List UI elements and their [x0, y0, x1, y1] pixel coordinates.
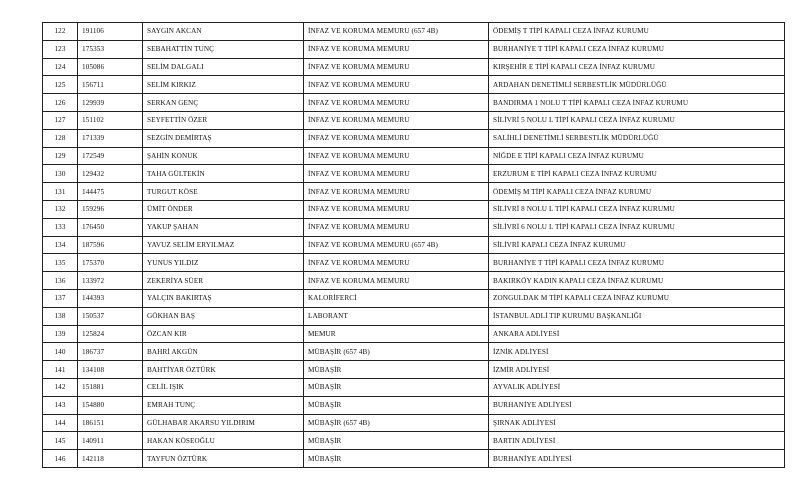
table-row — [43, 200, 785, 218]
registry-number-cell: 186151 — [78, 414, 143, 432]
job-title-cell: İNFAZ VE KORUMA MEMURU (657 4B) — [304, 23, 489, 41]
table-row — [43, 396, 785, 414]
registry-number-cell: 171339 — [78, 129, 143, 147]
table-row — [43, 58, 785, 76]
job-title-cell: İNFAZ VE KORUMA MEMURU — [304, 218, 489, 236]
job-title-cell: İNFAZ VE KORUMA MEMURU (657 4B) — [304, 236, 489, 254]
registry-number-cell: 144393 — [78, 289, 143, 307]
person-name-cell: SEZGİN DEMİRTAŞ — [143, 129, 304, 147]
row-number-cell: 144 — [43, 414, 78, 432]
institution-cell: SİLİVRİ 6 NOLU L TİPİ KAPALI CEZA İNFAZ KURUMU — [489, 218, 785, 236]
job-title-cell: İNFAZ VE KORUMA MEMURU — [304, 129, 489, 147]
job-title-cell: İNFAZ VE KORUMA MEMURU — [304, 183, 489, 201]
registry-number-cell: 187596 — [78, 236, 143, 254]
registry-number-cell: 191106 — [78, 23, 143, 41]
registry-number-cell: 144475 — [78, 183, 143, 201]
registry-number-cell: 186737 — [78, 343, 143, 361]
person-name-cell: SERKAN GENÇ — [143, 94, 304, 112]
person-name-cell: HAKAN KÖSEOĞLU — [143, 432, 304, 450]
registry-number-cell: 150537 — [78, 307, 143, 325]
table-row — [43, 432, 785, 450]
table-row — [43, 343, 785, 361]
person-name-cell: YAVUZ SELİM ERYILMAZ — [143, 236, 304, 254]
row-number-cell: 143 — [43, 396, 78, 414]
institution-cell: ANKARA ADLİYESİ — [489, 325, 785, 343]
institution-cell: ERZURUM E TİPİ KAPALI CEZA İNFAZ KURUMU — [489, 165, 785, 183]
institution-cell: İZNİK ADLİYESİ — [489, 343, 785, 361]
institution-cell: İZMİR ADLİYESİ — [489, 361, 785, 379]
registry-number-cell: 142118 — [78, 450, 143, 468]
registry-number-cell: 140911 — [78, 432, 143, 450]
row-number-cell: 124 — [43, 58, 78, 76]
registry-number-cell: 151881 — [78, 378, 143, 396]
job-title-cell: İNFAZ VE KORUMA MEMURU — [304, 200, 489, 218]
registry-number-cell: 172549 — [78, 147, 143, 165]
row-number-cell: 139 — [43, 325, 78, 343]
job-title-cell: MÜBAŞİR (657 4B) — [304, 343, 489, 361]
table-row — [43, 307, 785, 325]
job-title-cell: MÜBAŞİR — [304, 396, 489, 414]
row-number-cell: 146 — [43, 450, 78, 468]
institution-cell: BURHANİYE ADLİYESİ — [489, 450, 785, 468]
table-row — [43, 129, 785, 147]
registry-number-cell: 129939 — [78, 94, 143, 112]
institution-cell: ARDAHAN DENETİMLİ SERBESTLİK MÜDÜRLÜĞÜ — [489, 76, 785, 94]
registry-number-cell: 156711 — [78, 76, 143, 94]
row-number-cell: 142 — [43, 378, 78, 396]
person-name-cell: SEYFETTİN ÖZER — [143, 111, 304, 129]
job-title-cell: LABORANT — [304, 307, 489, 325]
person-name-cell: ZEKERİYA SÜER — [143, 272, 304, 290]
person-name-cell: SELİM DALGALI — [143, 58, 304, 76]
row-number-cell: 141 — [43, 361, 78, 379]
table-row — [43, 325, 785, 343]
person-name-cell: ŞAHİN KONUK — [143, 147, 304, 165]
person-name-cell: GÖKHAN BAŞ — [143, 307, 304, 325]
job-title-cell: İNFAZ VE KORUMA MEMURU — [304, 40, 489, 58]
row-number-cell: 138 — [43, 307, 78, 325]
job-title-cell: KALORİFERCİ — [304, 289, 489, 307]
row-number-cell: 134 — [43, 236, 78, 254]
job-title-cell: İNFAZ VE KORUMA MEMURU — [304, 272, 489, 290]
row-number-cell: 132 — [43, 200, 78, 218]
row-number-cell: 123 — [43, 40, 78, 58]
person-name-cell: EMRAH TUNÇ — [143, 396, 304, 414]
table-row — [43, 450, 785, 468]
person-name-cell: BAHTİYAR ÖZTÜRK — [143, 361, 304, 379]
institution-cell: SİLİVRİ 5 NOLU L TİPİ KAPALI CEZA İNFAZ KURUMU — [489, 111, 785, 129]
registry-number-cell: 175353 — [78, 40, 143, 58]
institution-cell: ÖDEMİŞ M TİPİ KAPALI CEZA İNFAZ KURUMU — [489, 183, 785, 201]
institution-cell: SİLİVRİ 8 NOLU L TİPİ KAPALI CEZA İNFAZ KURUMU — [489, 200, 785, 218]
row-number-cell: 136 — [43, 272, 78, 290]
job-title-cell: MÜBAŞİR (657 4B) — [304, 414, 489, 432]
table-row — [43, 147, 785, 165]
table-row — [43, 165, 785, 183]
row-number-cell: 126 — [43, 94, 78, 112]
row-number-cell: 125 — [43, 76, 78, 94]
registry-number-cell: 129432 — [78, 165, 143, 183]
row-number-cell: 133 — [43, 218, 78, 236]
table-row — [43, 236, 785, 254]
job-title-cell: İNFAZ VE KORUMA MEMURU — [304, 254, 489, 272]
row-number-cell: 128 — [43, 129, 78, 147]
table-row — [43, 378, 785, 396]
table-row — [43, 361, 785, 379]
institution-cell: ŞIRNAK ADLİYESİ — [489, 414, 785, 432]
institution-cell: BURHANİYE T TİPİ KAPALI CEZA İNFAZ KURUMU — [489, 254, 785, 272]
institution-cell: İSTANBUL ADLİ TIP KURUMU BAŞKANLIĞI — [489, 307, 785, 325]
table-row — [43, 94, 785, 112]
institution-cell: BURHANİYE T TİPİ KAPALI CEZA İNFAZ KURUMU — [489, 40, 785, 58]
job-title-cell: MÜBAŞİR — [304, 450, 489, 468]
row-number-cell: 145 — [43, 432, 78, 450]
job-title-cell: İNFAZ VE KORUMA MEMURU — [304, 76, 489, 94]
registry-number-cell: 151102 — [78, 111, 143, 129]
job-title-cell: İNFAZ VE KORUMA MEMURU — [304, 111, 489, 129]
job-title-cell: İNFAZ VE KORUMA MEMURU — [304, 94, 489, 112]
job-title-cell: İNFAZ VE KORUMA MEMURU — [304, 165, 489, 183]
row-number-cell: 140 — [43, 343, 78, 361]
registry-number-cell: 134108 — [78, 361, 143, 379]
personnel-table — [42, 22, 785, 468]
row-number-cell: 137 — [43, 289, 78, 307]
person-name-cell: TAYFUN ÖZTÜRK — [143, 450, 304, 468]
row-number-cell: 130 — [43, 165, 78, 183]
institution-cell: ÖDEMİŞ T TİPİ KAPALI CEZA İNFAZ KURUMU — [489, 23, 785, 41]
registry-number-cell: 176450 — [78, 218, 143, 236]
registry-number-cell: 125824 — [78, 325, 143, 343]
registry-number-cell: 159296 — [78, 200, 143, 218]
person-name-cell: YAKUP ŞAHAN — [143, 218, 304, 236]
person-name-cell: TURGUT KÖSE — [143, 183, 304, 201]
row-number-cell: 131 — [43, 183, 78, 201]
table-row — [43, 40, 785, 58]
institution-cell: BURHANİYE ADLİYESİ — [489, 396, 785, 414]
job-title-cell: MÜBAŞİR — [304, 432, 489, 450]
registry-number-cell: 133972 — [78, 272, 143, 290]
institution-cell: SALİHLİ DENETİMLİ SERBESTLİK MÜDÜRLÜĞÜ — [489, 129, 785, 147]
table-row — [43, 111, 785, 129]
institution-cell: BANDIRMA 1 NOLU T TİPİ KAPALI CEZA İNFAZ KURUMU — [489, 94, 785, 112]
row-number-cell: 135 — [43, 254, 78, 272]
institution-cell: BAKIRKÖY KADIN KAPALI CEZA İNFAZ KURUMU — [489, 272, 785, 290]
person-name-cell: BAHRİ AKGÜN — [143, 343, 304, 361]
table-row — [43, 23, 785, 41]
person-name-cell: YUNUS YILDIZ — [143, 254, 304, 272]
table-row — [43, 76, 785, 94]
row-number-cell: 129 — [43, 147, 78, 165]
table-row — [43, 289, 785, 307]
job-title-cell: MÜBAŞİR — [304, 361, 489, 379]
table-row — [43, 254, 785, 272]
person-name-cell: SELİM KIRKIZ — [143, 76, 304, 94]
institution-cell: BARTIN ADLİYESİ — [489, 432, 785, 450]
institution-cell: NİĞDE E TİPİ KAPALI CEZA İNFAZ KURUMU — [489, 147, 785, 165]
institution-cell: AYVALIK ADLİYESİ — [489, 378, 785, 396]
person-name-cell: YALÇIN BAKIRTAŞ — [143, 289, 304, 307]
person-name-cell: SAYGIN AKCAN — [143, 23, 304, 41]
row-number-cell: 122 — [43, 23, 78, 41]
job-title-cell: İNFAZ VE KORUMA MEMURU — [304, 147, 489, 165]
registry-number-cell: 154880 — [78, 396, 143, 414]
job-title-cell: İNFAZ VE KORUMA MEMURU — [304, 58, 489, 76]
row-number-cell: 127 — [43, 111, 78, 129]
institution-cell: SİLİVRİ KAPALI CEZA İNFAZ KURUMU — [489, 236, 785, 254]
institution-cell: KIRŞEHİR E TİPİ KAPALI CEZA İNFAZ KURUMU — [489, 58, 785, 76]
table-row — [43, 183, 785, 201]
job-title-cell: MEMUR — [304, 325, 489, 343]
person-name-cell: SEBAHATTİN TUNÇ — [143, 40, 304, 58]
table-row — [43, 272, 785, 290]
registry-number-cell: 175370 — [78, 254, 143, 272]
person-name-cell: CELİL IŞIK — [143, 378, 304, 396]
person-name-cell: TAHA GÜLTEKİN — [143, 165, 304, 183]
job-title-cell: MÜBAŞİR — [304, 378, 489, 396]
registry-number-cell: 105086 — [78, 58, 143, 76]
institution-cell: ZONGULDAK M TİPİ KAPALI CEZA İNFAZ KURUMU — [489, 289, 785, 307]
person-name-cell: ÜMİT ÖNDER — [143, 200, 304, 218]
table-row — [43, 218, 785, 236]
personnel-table-body — [43, 23, 785, 468]
person-name-cell: ÖZCAN KIR — [143, 325, 304, 343]
person-name-cell: GÜLHABAR AKARSU YILDIRIM — [143, 414, 304, 432]
table-row — [43, 414, 785, 432]
